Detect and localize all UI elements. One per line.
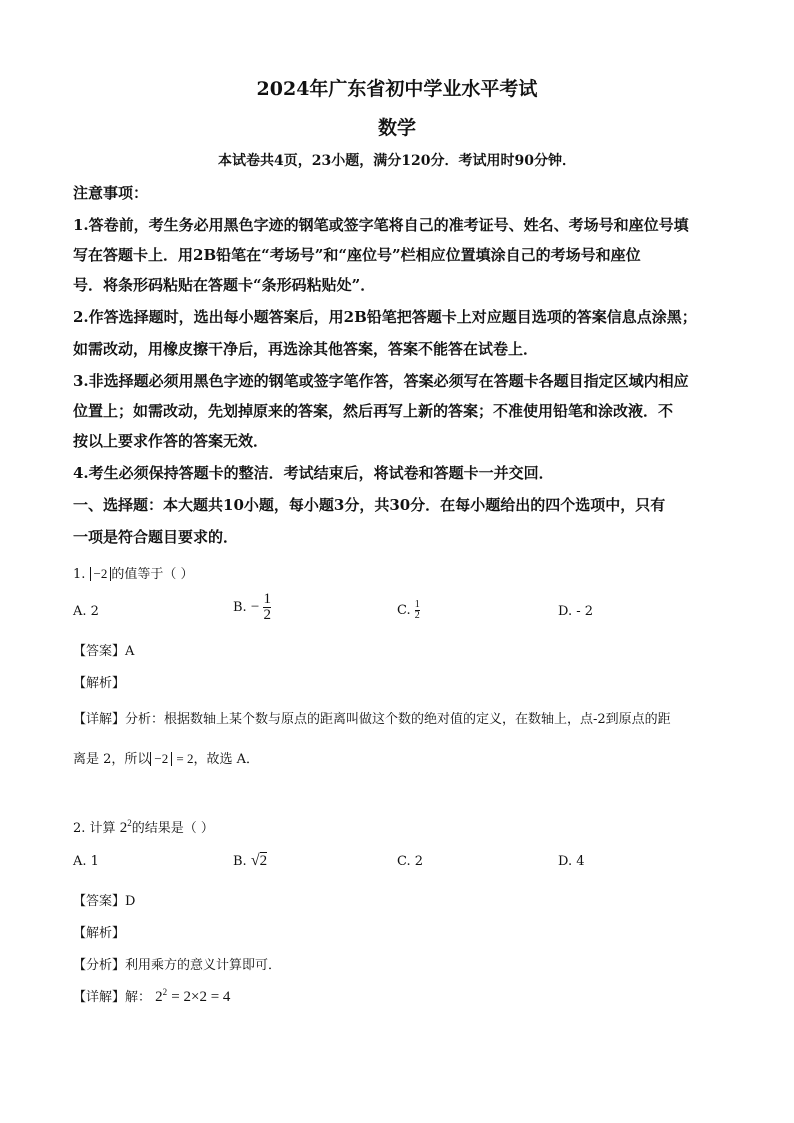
q2-fenxi: 【分析】利用乘方的意义计算即可． xyxy=(73,958,282,973)
section-heading: 一项是符合题目要求的． xyxy=(73,528,239,546)
radicand: 2 xyxy=(259,853,268,869)
denominator: 2 xyxy=(263,607,271,623)
absolute-value-expression: −2 xyxy=(150,752,172,766)
q2-answer: 【答案】D xyxy=(73,894,136,909)
exponent: 2 xyxy=(162,987,168,997)
notes-line: 2.作答选择题时，选出每小题答案后，用2B铅笔把答题卡上对应题目选项的答案信息点涂黑； xyxy=(73,308,697,326)
q1-option-a: A. 2 xyxy=(73,604,99,619)
power-expression xyxy=(155,989,167,1005)
exponent: 2 xyxy=(127,818,132,828)
option-label: C. xyxy=(397,603,411,618)
numerator: 1 xyxy=(414,599,420,610)
question-stem-text: 的结果是（ ） xyxy=(131,821,214,836)
detail-text: 【详解】解： xyxy=(73,990,152,1005)
notes-line: 3.非选择题必须用黑色字迹的钢笔或签字笔作答，答案必须写在答题卡各题目指定区域内相应 xyxy=(73,372,689,390)
q1-option-c xyxy=(397,600,420,621)
question-2-stem xyxy=(73,817,214,837)
section-heading: 一、选择题：本大题共10小题，每小题3分，共30分．在每小题给出的四个选项中，只有 xyxy=(73,496,666,514)
doc-title: 2024年广东省初中学业水平考试 xyxy=(256,78,538,100)
notes-heading: 注意事项： xyxy=(73,184,149,202)
q1-option-d: D. - 2 xyxy=(558,604,594,619)
numerator: 1 xyxy=(263,591,271,607)
denominator: 2 xyxy=(414,610,420,621)
q2-detail xyxy=(73,986,230,1006)
q1-detail-line: 【详解】分析：根据数轴上某个数与原点的距离叫做这个数的绝对值的定义，在数轴上，点-2到原点的距 xyxy=(73,712,671,727)
fraction xyxy=(263,592,271,623)
question-stem-text: 的值等于（ ） xyxy=(111,567,194,582)
base: 2 xyxy=(119,820,128,836)
notes-line: 4.考生必须保持答题卡的整洁．考试结束后，将试卷和答题卡一并交回． xyxy=(73,464,554,482)
power-expression xyxy=(120,820,132,836)
question-1-stem xyxy=(73,563,194,582)
question-stem-text: 2. 计算 xyxy=(73,821,116,836)
sqrt-symbol: √ xyxy=(250,852,260,869)
q1-answer: 【答案】A xyxy=(73,644,135,659)
notes-line: 按以上要求作答的答案无效． xyxy=(73,432,269,450)
notes-line: 位置上；如需改动，先划掉原来的答案，然后再写上新的答案；不准使用铅笔和涂改液．不 xyxy=(73,402,674,420)
minus-sign: − xyxy=(250,599,260,615)
doc-subtitle: 数学 xyxy=(377,117,416,139)
equation: = 2×2 = 4 xyxy=(171,989,231,1005)
q1-analysis-label: 【解析】 xyxy=(73,676,126,691)
base: 2 xyxy=(155,989,163,1005)
equation: = 2 xyxy=(176,751,194,766)
q2-analysis-label: 【解析】 xyxy=(73,926,126,941)
absolute-value-expression: −2 xyxy=(90,567,112,581)
fraction xyxy=(415,600,420,621)
exam-info: 本试卷共4页，23小题，满分120分．考试用时90分钟． xyxy=(218,153,576,169)
option-label: B. xyxy=(233,600,247,615)
detail-text: ，故选 A． xyxy=(193,752,260,767)
detail-text: 离是 2，所以 xyxy=(73,752,151,767)
notes-line: 如需改动，用橡皮擦干净后，再选涂其他答案，答案不能答在试卷上． xyxy=(73,340,539,358)
q2-option-d: D. 4 xyxy=(558,854,585,869)
q1-detail-line xyxy=(73,748,259,767)
q1-option-b xyxy=(233,592,271,623)
option-label: B. xyxy=(233,854,247,869)
notes-line: 写在答题卡上．用2B铅笔在“考场号”和“座位号”栏相应位置填涂自己的考场号和座位 xyxy=(73,246,641,264)
question-number: 1. xyxy=(73,567,86,582)
q2-option-c: C. 2 xyxy=(397,854,424,869)
q2-option-a: A. 1 xyxy=(73,854,99,869)
q2-option-b xyxy=(233,852,267,870)
notes-line: 号．将条形码粘贴在答题卡“条形码粘贴处”． xyxy=(73,276,376,294)
notes-line: 1.答卷前，考生务必用黑色字迹的钢笔或签字笔将自己的准考证号、姓名、考场号和座位号填 xyxy=(73,216,689,234)
